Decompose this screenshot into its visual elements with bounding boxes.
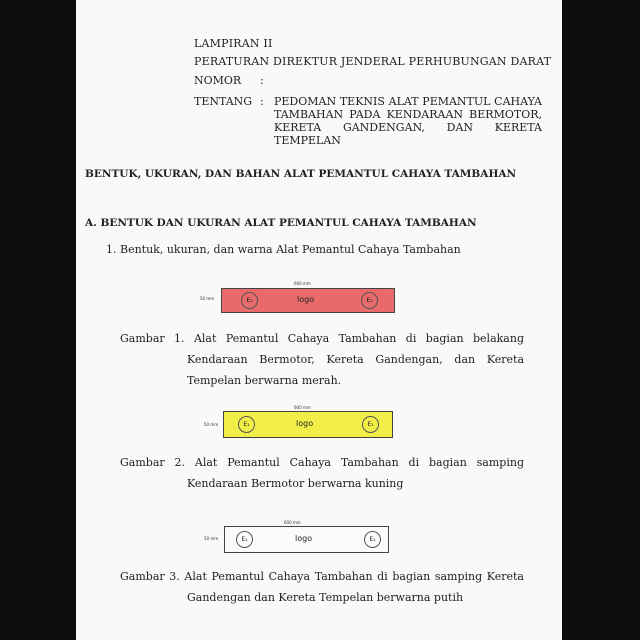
width-dimension-label: 600 mm xyxy=(294,405,311,410)
figure-1-caption: Tempelan berwarna merah. xyxy=(187,374,342,387)
nomor-colon: : xyxy=(260,74,264,87)
certification-mark-icon: E₁ xyxy=(241,292,258,309)
peraturan-title: PERATURAN DIREKTUR JENDERAL PERHUBUNGAN DARAT xyxy=(194,55,552,68)
height-dimension-label: 50 mm xyxy=(204,422,219,427)
logo-text: logo xyxy=(297,295,315,304)
certification-mark-icon: E₁ xyxy=(238,416,255,433)
tentang-label: TENTANG xyxy=(194,95,253,108)
document-page xyxy=(76,0,562,640)
tentang-line: TEMPELAN xyxy=(274,134,341,147)
figure-1-caption: Gambar 1. Alat Pemantul Cahaya Tambahan di bagian belakang xyxy=(120,332,524,345)
item-1-text: 1. Bentuk, ukuran, dan warna Alat Pemantul Cahaya Tambahan xyxy=(106,243,461,256)
lampiran-label: LAMPIRAN II xyxy=(194,37,273,50)
certification-mark-icon: E₁ xyxy=(362,416,379,433)
figure-3-caption: Gambar 3. Alat Pemantul Cahaya Tambahan di bagian samping Kereta xyxy=(120,570,524,583)
reflector-plate-yellow xyxy=(223,411,393,438)
tentang-line: PEDOMAN TEKNIS ALAT PEMANTUL CAHAYA xyxy=(274,95,542,108)
figure-2-caption: Kendaraan Bermotor berwarna kuning xyxy=(187,477,404,490)
scan-border-right xyxy=(562,0,640,640)
tentang-colon: : xyxy=(260,95,264,108)
tentang-line: KERETA GANDENGAN, DAN KERETA xyxy=(274,121,542,134)
width-dimension-label: 600 mm xyxy=(294,281,311,286)
logo-text: logo xyxy=(296,419,314,428)
figure-3-caption: Gandengan dan Kereta Tempelan berwarna putih xyxy=(187,591,464,604)
nomor-label: NOMOR xyxy=(194,74,242,87)
figure-2-caption: Gambar 2. Alat Pemantul Cahaya Tambahan di bagian samping xyxy=(120,456,524,469)
height-dimension-label: 50 mm xyxy=(200,296,215,301)
scan-border-left xyxy=(0,0,76,640)
width-dimension-label: 600 mm xyxy=(284,520,301,525)
tentang-line: TAMBAHAN PADA KENDARAAN BERMOTOR, xyxy=(274,108,542,121)
reflector-plate-white xyxy=(224,526,389,553)
logo-text: logo xyxy=(295,534,313,543)
height-dimension-label: 50 mm xyxy=(204,536,219,541)
figure-1-caption: Kendaraan Bermotor, Kereta Gandengan, dan Kereta xyxy=(187,353,524,366)
certification-mark-icon: E₁ xyxy=(364,531,381,548)
main-title: BENTUK, UKURAN, DAN BAHAN ALAT PEMANTUL CAHAYA TAMBAHAN xyxy=(85,168,517,180)
certification-mark-icon: E₁ xyxy=(361,292,378,309)
certification-mark-icon: E₁ xyxy=(236,531,253,548)
reflector-plate-red xyxy=(221,288,395,313)
section-a-heading: A. BENTUK DAN UKURAN ALAT PEMANTUL CAHAYA TAMBAHAN xyxy=(85,217,477,229)
